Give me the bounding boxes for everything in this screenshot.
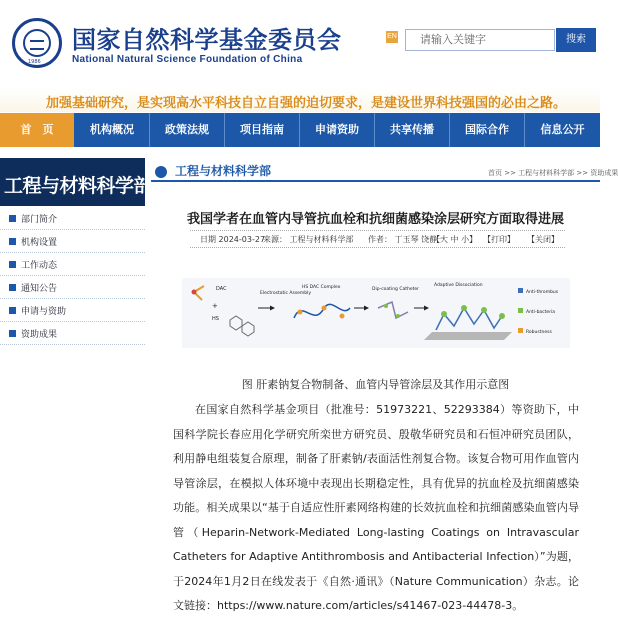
bullet-icon	[9, 284, 16, 291]
bullet-icon	[9, 261, 16, 268]
nav-policies[interactable]: 政策法规	[165, 123, 209, 136]
search-input[interactable]: 请输入关键字	[405, 29, 555, 51]
figure-label: HS DAC Complex	[302, 285, 341, 290]
figure-label: Robustness	[526, 330, 552, 335]
bullet-icon	[9, 307, 16, 314]
figure-label: Dip-coating Catheter	[372, 287, 420, 292]
nav-guide[interactable]: 项目指南	[240, 123, 284, 136]
article-source: 来源： 工程与材料科学部	[263, 235, 354, 244]
bullet-icon	[9, 215, 16, 222]
figure-caption: 图 肝素钠复合物制备、血管内导管涂层及其作用示意图	[241, 378, 510, 391]
slogan-text: 加强基础研究，是实现高水平科技自立自强的迫切要求，是建设世界科技强国的必由之路。	[46, 96, 567, 111]
figure-label: HS	[212, 316, 219, 322]
print-link[interactable]: 【打印】	[483, 235, 515, 244]
sidebar-item-funding[interactable]	[0, 300, 145, 322]
bullet-icon	[9, 238, 16, 245]
figure-label: Adaptive Dissociation	[434, 283, 483, 288]
figure-label: Anti-bacteria	[526, 310, 556, 315]
sidebar-item-intro[interactable]	[0, 208, 145, 230]
figure-label: DAC	[216, 286, 227, 292]
department-banner-title: 工程与材料科学部	[4, 175, 153, 197]
english-version-icon[interactable]: EN	[386, 31, 398, 43]
article-author: 作者： 丁玉琴 饶静一	[368, 235, 446, 244]
nav-home[interactable]: 首 页	[0, 113, 74, 147]
article-date: 日期 2024-03-27	[200, 235, 266, 244]
site-header	[0, 0, 600, 88]
article-figure	[182, 278, 570, 348]
article-title: 我国学者在血管内导管抗血栓和抗细菌感染涂层研究方面取得进展	[186, 212, 564, 227]
sidebar-item-label: 部门简介	[21, 215, 58, 225]
sidebar-item-news[interactable]	[0, 254, 145, 276]
close-link[interactable]: 【关闭】	[527, 235, 559, 244]
logo-year: 1986	[28, 59, 41, 65]
nsfc-logo[interactable]	[12, 18, 62, 68]
article-body: 在国家自然科学基金项目（批准号：51973221、52293384）等资助下，中国科学院长春应用化学研究所栾世方研究员、殷敬华研究员和石恒冲研究员团队，利用静电组装复合原理，制备了肝素钠/表面活性剂复合物。该复合物可用作血管内导管涂层，在模拟人体环境中表现出长期稳定性，具有优异的抗血栓及抗细菌感染功能。相关成果以“基于自适应性肝素网络构建的长效抗血栓和抗细菌感染血管内导管（Heparin-Network-Mediated Long-lasting Coatings on Intravascular Catheters for Adaptive Antithrombosis and Antibacterial Infection）”为题，于2024年1月2日在线发表于《自然·通讯》（Nature Communication）杂志。论文链接：https://www.nature.com/articles/s41467-023-44478-3。	[173, 403, 579, 612]
sidebar-item-structure[interactable]	[0, 231, 145, 253]
font-size-switch[interactable]: 【大 中 小】	[432, 235, 478, 244]
search-button[interactable]: 搜索	[556, 28, 596, 52]
bullet-icon	[9, 330, 16, 337]
nav-organization[interactable]: 机构概况	[90, 123, 134, 136]
figure-label: Electrostatic Assembly	[260, 291, 312, 296]
department-banner	[0, 158, 153, 206]
logo-emblem-icon	[23, 29, 51, 57]
nav-sharing[interactable]: 共享传播	[390, 123, 434, 136]
sidebar-item-notices[interactable]	[0, 277, 145, 299]
sidebar-item-label: 通知公告	[21, 284, 58, 294]
figure-label: Anti-thrombus	[526, 290, 559, 295]
sidebar-item-label: 申请与资助	[21, 307, 67, 317]
section-title: 工程与材料科学部	[175, 164, 272, 178]
sidebar-item-results[interactable]	[0, 323, 145, 345]
nav-apply[interactable]: 申请资助	[315, 123, 359, 136]
svg-text:+: +	[212, 302, 218, 310]
sidebar-item-label: 资助成果	[21, 330, 58, 340]
nav-international[interactable]: 国际合作	[465, 123, 509, 136]
nav-disclosure[interactable]: 信息公开	[540, 123, 585, 136]
site-title-cn[interactable]: 国家自然科学基金委员会	[72, 26, 342, 54]
sidebar-item-label: 工作动态	[21, 261, 58, 271]
heparin-coating-schematic	[182, 278, 570, 348]
breadcrumb[interactable]: 首页 >> 工程与材料科学部 >> 资助成果	[488, 169, 618, 177]
site-title-en: National Natural Science Foundation of China	[72, 54, 303, 65]
sidebar-item-label: 机构设置	[21, 238, 58, 248]
